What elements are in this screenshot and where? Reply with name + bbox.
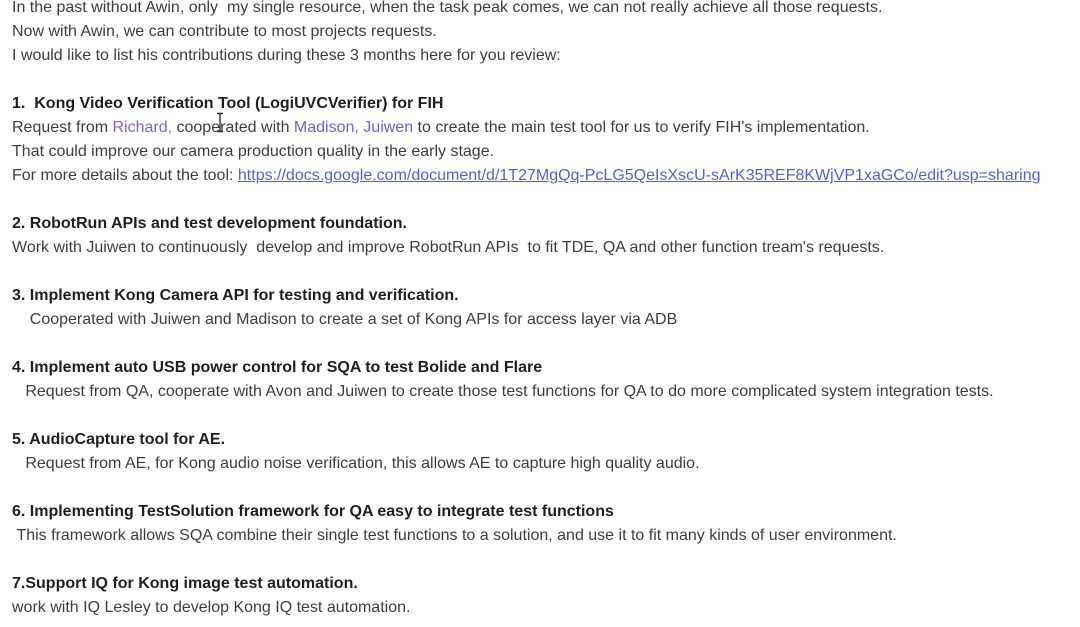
- list-item-5: [12, 428, 1068, 476]
- intro-line-2: Now with Awin, we can contribute to most projects requests.: [12, 23, 437, 40]
- item-5-heading: 5. AudioCapture tool for AE.: [12, 431, 226, 448]
- item-1-text-2: cooperated with: [172, 119, 294, 136]
- item-3-body: Cooperated with Juiwen and Madison to create a set of Kong APIs for access layer via ADB: [12, 311, 678, 328]
- list-item-1: [12, 92, 1068, 188]
- item-1-body-line-2: That could improve our camera production quality in the early stage.: [12, 143, 495, 160]
- item-6-heading: 6. Implementing TestSolution framework for QA easy to integrate test functions: [12, 503, 614, 520]
- person-link-richard[interactable]: Richard,: [112, 119, 173, 136]
- intro-line-1: In the past without Awin, only my single resource, when the task peak comes, we can not really achieve all those requests.: [12, 0, 883, 16]
- list-item-2: [12, 212, 1068, 260]
- intro-line-3: I would like to list his contributions during these 3 months here for you review:: [12, 47, 561, 64]
- list-item-6: [12, 500, 1068, 548]
- item-7-heading: 7.Support IQ for Kong image test automation.: [12, 575, 358, 592]
- item-3-heading: 3. Implement Kong Camera API for testing and verification.: [12, 287, 459, 304]
- item-2-body: Work with Juiwen to continuously develop and improve RobotRun APIs to fit TDE, QA and other function tream's requests.: [12, 239, 885, 256]
- list-item-4: [12, 356, 1068, 404]
- item-4-heading: 4. Implement auto USB power control for SQA to test Bolide and Flare: [12, 359, 543, 376]
- item-7-body: work with IQ Lesley to develop Kong IQ test automation.: [12, 599, 411, 616]
- list-item-7: [12, 572, 1068, 620]
- item-1-heading: 1. Kong Video Verification Tool (LogiUVCVerifier) for FIH: [12, 95, 444, 112]
- item-1-body-line-1: [12, 116, 1068, 140]
- google-doc-link[interactable]: https://docs.google.com/document/d/1T27MgQq-PcLG5QeIsXscU-sArK35REF8KWjVP1xaGCo/edit?usp=sharing: [237, 167, 1041, 184]
- item-4-body: Request from QA, cooperate with Avon and Juiwen to create those test functions for QA to do more complicated system integration tests.: [12, 383, 994, 400]
- item-6-body: This framework allows SQA combine their single test functions to a solution, and use it to fit many kinds of user environment.: [12, 527, 897, 544]
- item-1-text-1: Request from: [12, 119, 113, 136]
- list-item-3: [12, 284, 1068, 332]
- item-5-body: Request from AE, for Kong audio noise verification, this allows AE to capture high quality audio.: [12, 455, 700, 472]
- item-1-body-line-3: [12, 164, 1068, 188]
- item-1-text-4: to create the main test tool for us to verify FIH's implementation.: [413, 119, 870, 136]
- person-link-madison[interactable]: Madison,: [293, 119, 359, 136]
- item-2-heading: 2. RobotRun APIs and test development foundation.: [12, 215, 407, 232]
- item-1-link-prefix: For more details about the tool:: [12, 167, 238, 184]
- person-link-juiwen[interactable]: Juiwen: [363, 119, 414, 136]
- intro-paragraph: [12, 0, 1068, 68]
